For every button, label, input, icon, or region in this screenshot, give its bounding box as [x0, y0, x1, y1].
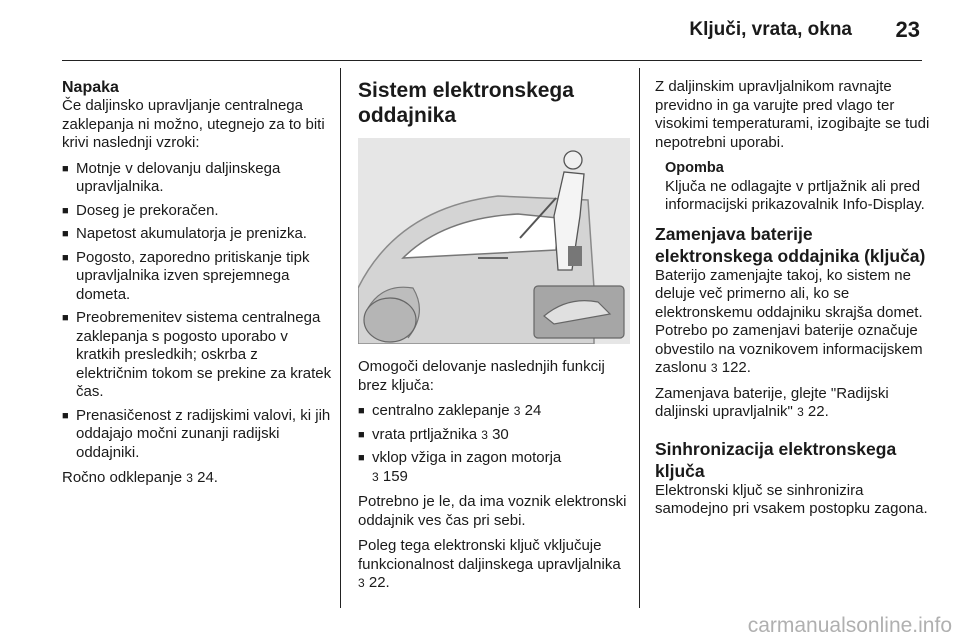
cause-list [62, 160, 332, 463]
paragraph [62, 469, 332, 488]
list-item: ■ Preobremenitev sistema centralnega zaklepanja s pogosto uporabo v kratkih presledkih; oskrba z električnim tokom se prekine za kratek čas. [62, 309, 332, 402]
page-number: 23 [895, 17, 920, 42]
list-item: ■ Pogosto, zaporedno pritiskanje tipk upravljalnika izven sprejemnega dometa. [62, 249, 332, 305]
page-ref-icon: 3 [481, 427, 488, 442]
paragraph: Poleg tega elektronski ključ vključuje funkcionalnost daljinskega upravljalnika 3 22. [358, 537, 621, 591]
page-header [62, 0, 922, 61]
manual-unlock-text: Ročno odklepanje [62, 469, 183, 486]
list-item: ■ vklop vžiga in zagon motorja 3 159 [358, 449, 630, 486]
note-box [665, 159, 931, 215]
page-ref-link[interactable]: 24 [524, 402, 542, 419]
column-right [655, 78, 931, 526]
page-ref-icon: 3 [513, 404, 521, 418]
function-list [358, 402, 630, 486]
section-heading-sync: Sinhronizacija elektronskega ključa [655, 438, 897, 481]
page-ref-icon: 3 [358, 576, 365, 590]
watermark: carmanualsonline.info [747, 614, 952, 637]
section-heading-fault: Napaka [62, 79, 119, 96]
page-ref-icon: 3 [372, 469, 379, 484]
column-divider [639, 68, 640, 608]
list-item: ■ Doseg je prekoračen. [62, 202, 332, 221]
page-ref-link[interactable]: 22. [368, 574, 390, 591]
page-ref-link[interactable]: 159 [382, 467, 408, 485]
section-heading-electronic-key: Sistem elektronskega oddajnika [358, 79, 574, 127]
paragraph: Baterijo zamenjajte takoj, ko sistem ne deluje več primerno ali, ko se elektronskemu oddajniku skrajša domet. Potrebo po zamenjavi baterije označuje obvestilo na voznikovem informacijskem zaslonu 3 122. [655, 266, 923, 376]
column-divider [340, 68, 341, 608]
paragraph: Z daljinskim upravljalnikom ravnajte previdno in ga varujte pred vlago ter visokimi temperaturami, izogibajte se tudi nepotrebni uporabi. [655, 78, 930, 151]
paragraph: Potrebno je le, da ima voznik elektronski oddajnik ves čas pri sebi. [358, 493, 627, 529]
list-item: ■ centralno zaklepanje 3 24 [358, 402, 630, 421]
page-ref-link[interactable]: 22. [807, 403, 829, 420]
illustration-keyless-entry [358, 138, 630, 344]
paragraph: Omogoči delovanje naslednjih funkcij brez ključa: [358, 358, 605, 394]
column-middle [358, 78, 630, 600]
list-item: ■ vrata prtljažnika 3 30 [358, 426, 630, 445]
header-title: Ključi, vrata, okna [689, 19, 852, 40]
list-item: ■ Motnje v delovanju daljinskega upravljalnika. [62, 160, 332, 197]
note-text: Ključa ne odlagajte v prtljažnik ali pred informacijski prikazovalnik Info-Display. [665, 177, 925, 213]
car-door-illustration-icon [358, 138, 630, 344]
section-heading-battery: Zamenjava baterije elektronskega oddajnika (ključa) [655, 223, 926, 266]
paragraph: Če daljinsko upravljanje centralnega zaklepanja ni možno, utegnejo za to biti krivi naslednji vzroki: [62, 97, 325, 151]
page-ref-icon: 3 [710, 361, 718, 375]
page-ref-icon: 3 [186, 471, 193, 485]
page-ref-link[interactable]: 122. [721, 359, 751, 376]
page-ref-link[interactable]: 30 [492, 425, 509, 443]
page-ref-icon: 3 [797, 405, 804, 419]
column-left [62, 78, 332, 495]
list-item: ■ Prenasičenost z radijskimi valovi, ki jih oddajajo močni zunanji radijski oddajniki. [62, 407, 332, 463]
paragraph: Zamenjava baterije, glejte "Radijski daljinski upravljalnik" 3 22. [655, 384, 889, 420]
list-item: ■ Napetost akumulatorja je prenizka. [62, 225, 332, 244]
note-title: Opomba [665, 160, 724, 176]
paragraph: Elektronski ključ se sinhronizira samodejno pri vsakem postopku zagona. [655, 481, 928, 517]
page-ref-link[interactable]: 24. [197, 469, 218, 486]
